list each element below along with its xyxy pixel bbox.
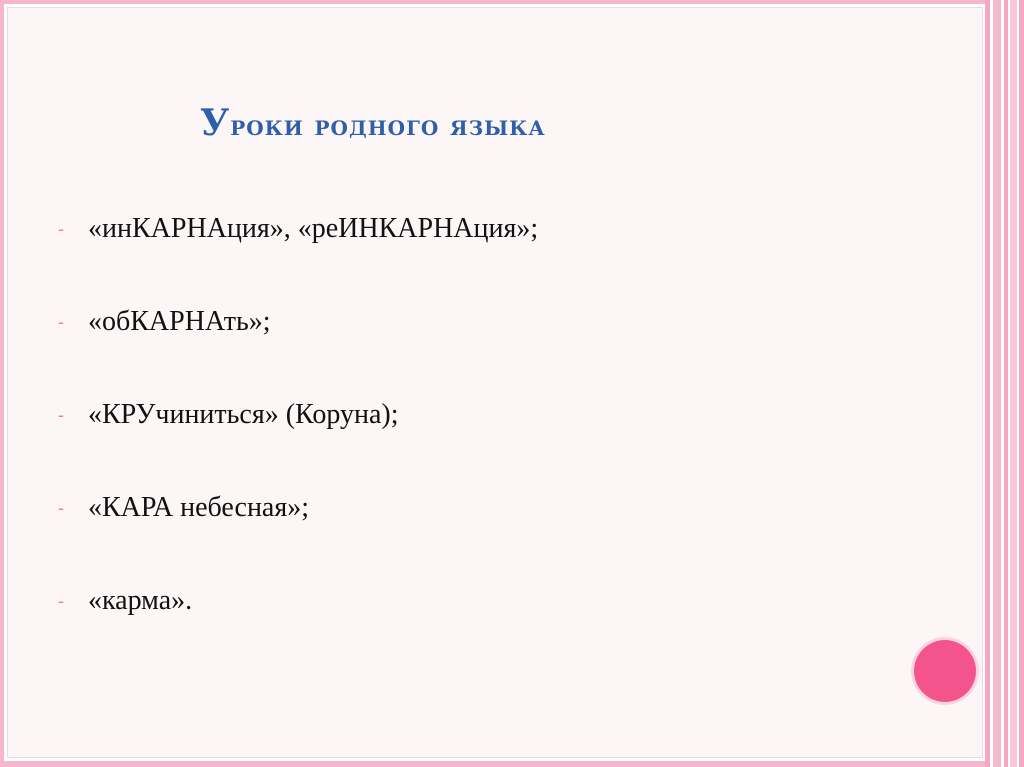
dash-bullet-icon: - xyxy=(58,219,64,239)
list-item-text: «КАРА небесная»; xyxy=(88,492,310,523)
list-item xyxy=(58,491,538,584)
frame-bottom-border xyxy=(0,761,985,767)
list-item-text: «обКАРНАть»; xyxy=(88,306,271,337)
list-item-text: «инКАРНАция», «реИНКАРНАция»; xyxy=(88,213,539,244)
decorative-pink-circle-icon xyxy=(914,640,976,702)
frame-top-border xyxy=(0,0,985,4)
right-stripe xyxy=(993,0,1001,767)
dash-bullet-icon: - xyxy=(58,405,64,425)
list-item-text: «карма». xyxy=(88,585,193,616)
slide-title-initial: У xyxy=(200,102,231,144)
list-item xyxy=(58,212,538,305)
frame-left-border xyxy=(0,0,4,767)
bullet-list xyxy=(58,212,538,677)
right-stripe xyxy=(1019,0,1024,767)
right-stripe xyxy=(1010,0,1017,767)
list-item xyxy=(58,584,538,677)
list-item xyxy=(58,305,538,398)
list-item xyxy=(58,398,538,491)
dash-bullet-icon: - xyxy=(58,312,64,332)
list-item-text: «КРУчиниться» (Коруна); xyxy=(88,399,399,430)
slide-title-rest: роки родного языка xyxy=(230,109,546,142)
dash-bullet-icon: - xyxy=(58,498,64,518)
dash-bullet-icon: - xyxy=(58,591,64,611)
slide-title xyxy=(200,102,546,144)
